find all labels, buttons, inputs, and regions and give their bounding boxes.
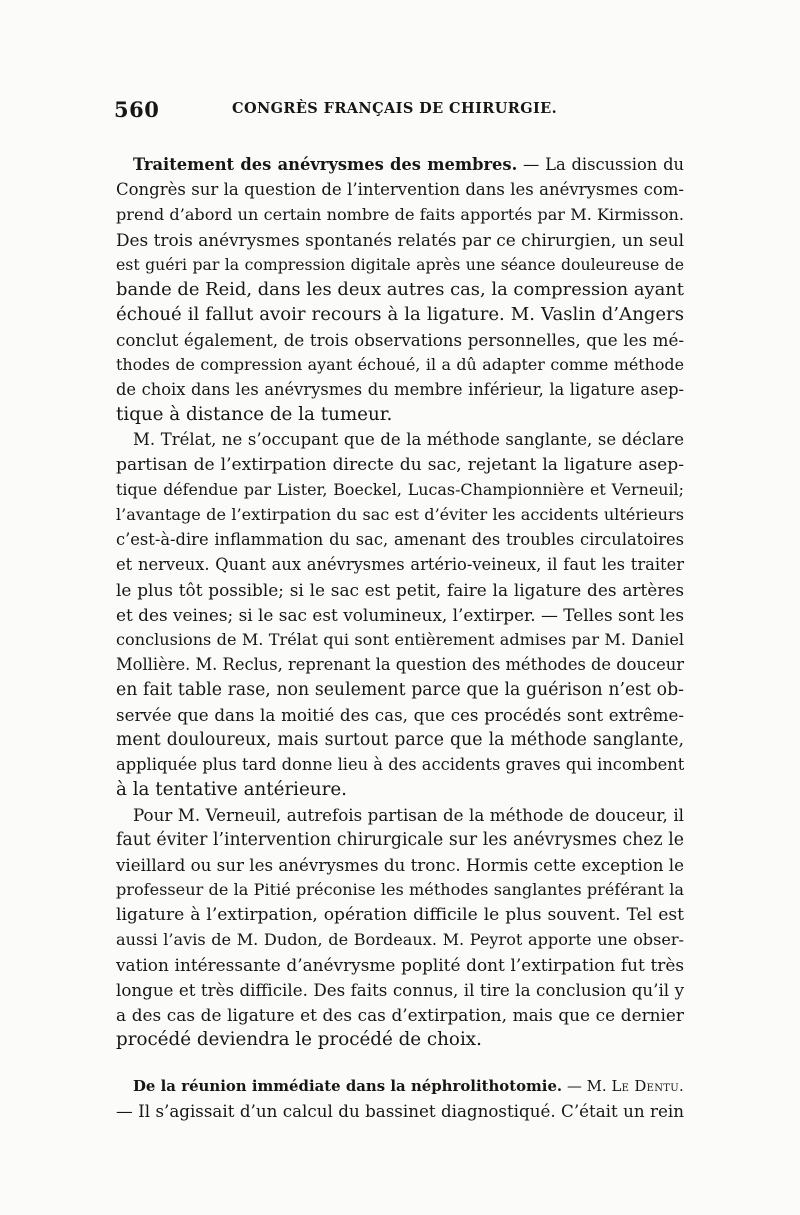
text-line: — Il s’agissait d’un calcul du bassinet diagnostiqué. C’était un rein	[116, 1101, 684, 1121]
text-line	[133, 1074, 684, 1098]
text-line: vation intéressante d’anévrysme poplité dont l’extirpation fut très	[116, 955, 684, 975]
text-line: servée que dans la moitié des cas, que ces procédés sont extrême-	[116, 705, 684, 725]
running-head	[114, 97, 688, 127]
text-line: prend d’abord un certain nombre de faits apportés par M. Kirmisson.	[116, 205, 684, 224]
page-number: 560	[114, 97, 160, 122]
text-line: échoué il fallut avoir recours à la ligature. M. Vaslin d’Angers	[116, 304, 684, 325]
text-line: en fait table rase, non seulement parce que la guérison n’est ob-	[116, 680, 684, 700]
text-line: partisan de l’extirpation directe du sac, rejetant la ligature asep-	[116, 455, 684, 475]
text-line: et des veines; si le sac est volumineux, l’extirper. — Telles sont les	[116, 605, 684, 625]
text-line: Congrès sur la question de l’intervention dans les anévrysmes com-	[116, 180, 684, 199]
section-heading: De la réunion immédiate dans la néphrolithotomie.	[133, 1077, 563, 1095]
text-line: appliquée plus tard donne lieu à des accidents graves qui incombent	[116, 755, 685, 774]
author-name: Le Dentu.	[611, 1077, 684, 1095]
text-line: vieillard ou sur les anévrysmes du tronc. Hormis cette exception le	[116, 855, 685, 875]
text-line	[133, 153, 684, 177]
text-line: Mollière. M. Reclus, reprenant la question des méthodes de douceur	[116, 655, 684, 674]
text-line: le plus tôt possible; si le sac est petit, faire la ligature des artères	[116, 580, 684, 600]
text-line: c’est-à-dire inflammation du sac, amenant des troubles circulatoires	[116, 530, 684, 549]
text-line: conclut également, de trois observations personnelles, que les mé-	[116, 330, 684, 350]
section-heading: Traitement des anévrysmes des membres.	[133, 155, 518, 174]
text-line: ligature à l’extirpation, opération difficile le plus souvent. Tel est	[116, 905, 684, 925]
text-line: l’avantage de l’extirpation du sac est d’éviter les accidents ultérieurs	[116, 505, 684, 524]
text-line: Des trois anévrysmes spontanés relatés par ce chirurgien, un seul	[116, 230, 684, 250]
text-line: conclusions de M. Trélat qui sont entièrement admises par M. Daniel	[116, 630, 684, 649]
text-line: tique défendue par Lister, Boeckel, Lucas-Championnière et Verneuil;	[116, 480, 684, 499]
text-line: bande de Reid, dans les deux autres cas, la compression ayant	[116, 279, 684, 300]
text-run: — M.	[562, 1077, 612, 1095]
text-line: de choix dans les anévrysmes du membre inférieur, la ligature asep-	[116, 380, 684, 399]
running-title: CONGRÈS FRANÇAIS DE CHIRURGIE.	[232, 100, 558, 117]
text-line: longue et très difficile. Des faits connus, il tire la conclusion qu’il y	[116, 980, 684, 1000]
text-line: professeur de la Pitié préconise les méthodes sanglantes préférant la	[116, 880, 684, 899]
text-line: est guéri par la compression digitale après une séance douleureuse de	[116, 255, 684, 274]
text-line: tique à distance de la tumeur.	[116, 404, 393, 425]
text-line: Pour M. Verneuil, autrefois partisan de la méthode de douceur, il	[133, 805, 684, 825]
text-line: et nerveux. Quant aux anévrysmes artério-veineux, il faut les traiter	[116, 555, 684, 574]
text-run: — La discussion du	[517, 155, 684, 174]
text-line: thodes de compression ayant échoué, il a dû adapter comme méthode	[116, 355, 684, 374]
text-line: aussi l’avis de M. Dudon, de Bordeaux. M. Peyrot apporte une obser-	[116, 930, 684, 949]
text-line: à la tentative antérieure.	[116, 779, 347, 800]
text-line: a des cas de ligature et des cas d’extirpation, mais que ce dernier	[116, 1005, 684, 1025]
text-line: ment douloureux, mais surtout parce que la méthode sanglante,	[116, 730, 684, 750]
text-line: faut éviter l’intervention chirurgicale sur les anévrysmes chez le	[116, 830, 684, 850]
text-line: procédé deviendra le procédé de choix.	[116, 1029, 482, 1050]
text-line: M. Trélat, ne s’occupant que de la méthode sanglante, se déclare	[133, 430, 684, 449]
